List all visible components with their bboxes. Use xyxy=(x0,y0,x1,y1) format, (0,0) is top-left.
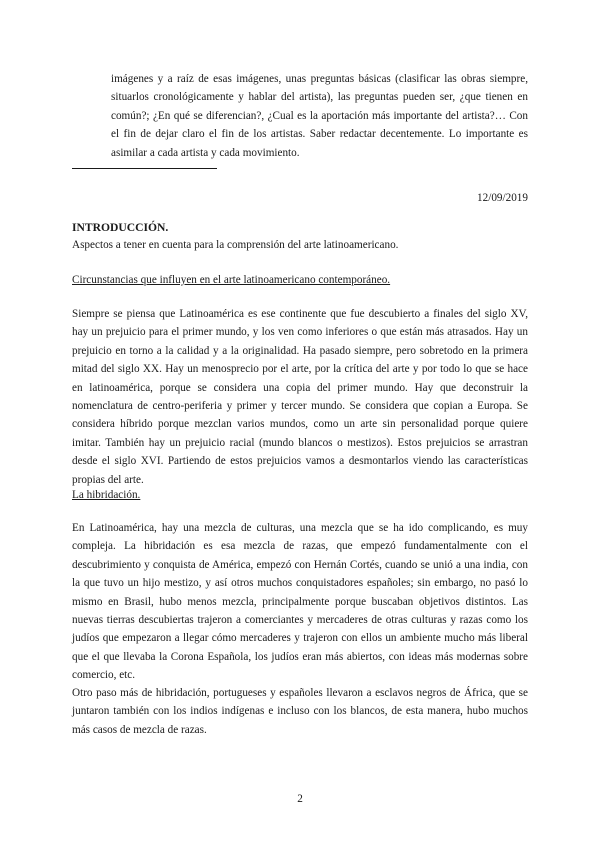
subheading-circunstancias: Circunstancias que influyen en el arte latinoamericano contemporáneo. xyxy=(72,274,391,286)
page-number: 2 xyxy=(297,793,303,805)
paragraph-hibridacion: En Latinoamérica, hay una mezcla de culturas, una mezcla que se ha ido complicando, es muy compleja. La hibridación es esa mezcla de razas, que empezó fundamentalmente con el descubrimiento y conquista de América, empezó con Hernán Cortés, cuando se unió a una india, con la que tuvo un hijo mestizo, y así otros muchos conquistadores españoles; sin embargo, no pasó lo mismo en Brasil, hubo menos mezcla, principalmente porque buscaban objetivos distintos. Las nuevas tierras descubiertas trajeron a comerciantes y mercaderes de otras culturas y razas como los judíos que empezaron a llegar cómo mercaderes y trajeron con ellos un ambiente mucho más liberal que el que llevaba la Corona Española, los judíos eran más abiertos, con ideas más modernas sobre comercio, etc. xyxy=(72,522,528,682)
paragraph-esclavos: Otro paso más de hibridación, portugueses y españoles llevaron a esclavos negros de África, que se juntaron también con los indios indígenas e incluso con los blancos, de esta manera, hubo muchos más casos de mezcla de razas. xyxy=(72,687,528,736)
continuation-paragraph: imágenes y a raíz de esas imágenes, unas preguntas básicas (clasificar las obras siempre, situarlos cronológicamente y hablar del artista), las preguntas pueden ser, ¿que tienen en común?; ¿En qué se diferencian?, ¿Cual es la aportación más importante del artista?… Con el fin de dejar claro el fin de los artistas. Saber redactar decentemente. Lo importante es asimilar a cada artista y cada movimiento. xyxy=(111,73,528,159)
paragraph-prejuicios: Siempre se piensa que Latinoamérica es ese continente que fue descubierto a finales del siglo XV, hay un prejuicio para el primer mundo, y los ven como inferiores o que están más atrasados. Hay un prejuicio en torno a la calidad y a la originalidad. Ha pasado siempre, pero sobretodo en la primera mitad del siglo XX. Hay un menosprecio por el arte, por la crítica del arte y por todo lo que se hace en latinoamérica, porque se considera una copia del primer mundo. Hay que deconstruir la nomenclatura de centro-periferia y primer y tercer mundo. Se considera que copian a Europa. Se considera híbrido porque mezclan varios mundos, como un arte sin personalidad porque quiere imitar. También hay un prejuicio racial (mundo blancos o mestizos). Estos prejuicios se arrastran desde el siglo XVI. Partiendo de estos prejuicios vamos a desmontarlos viendo las características propias del arte. xyxy=(72,308,528,486)
section-subtitle: Aspectos a tener en cuenta para la comprensión del arte latinoamericano. xyxy=(72,239,399,251)
horizontal-rule xyxy=(72,168,217,169)
subheading-hibridacion: La hibridación. xyxy=(72,489,141,501)
date: 12/09/2019 xyxy=(477,192,528,204)
section-title: INTRODUCCIÓN. xyxy=(72,221,169,234)
